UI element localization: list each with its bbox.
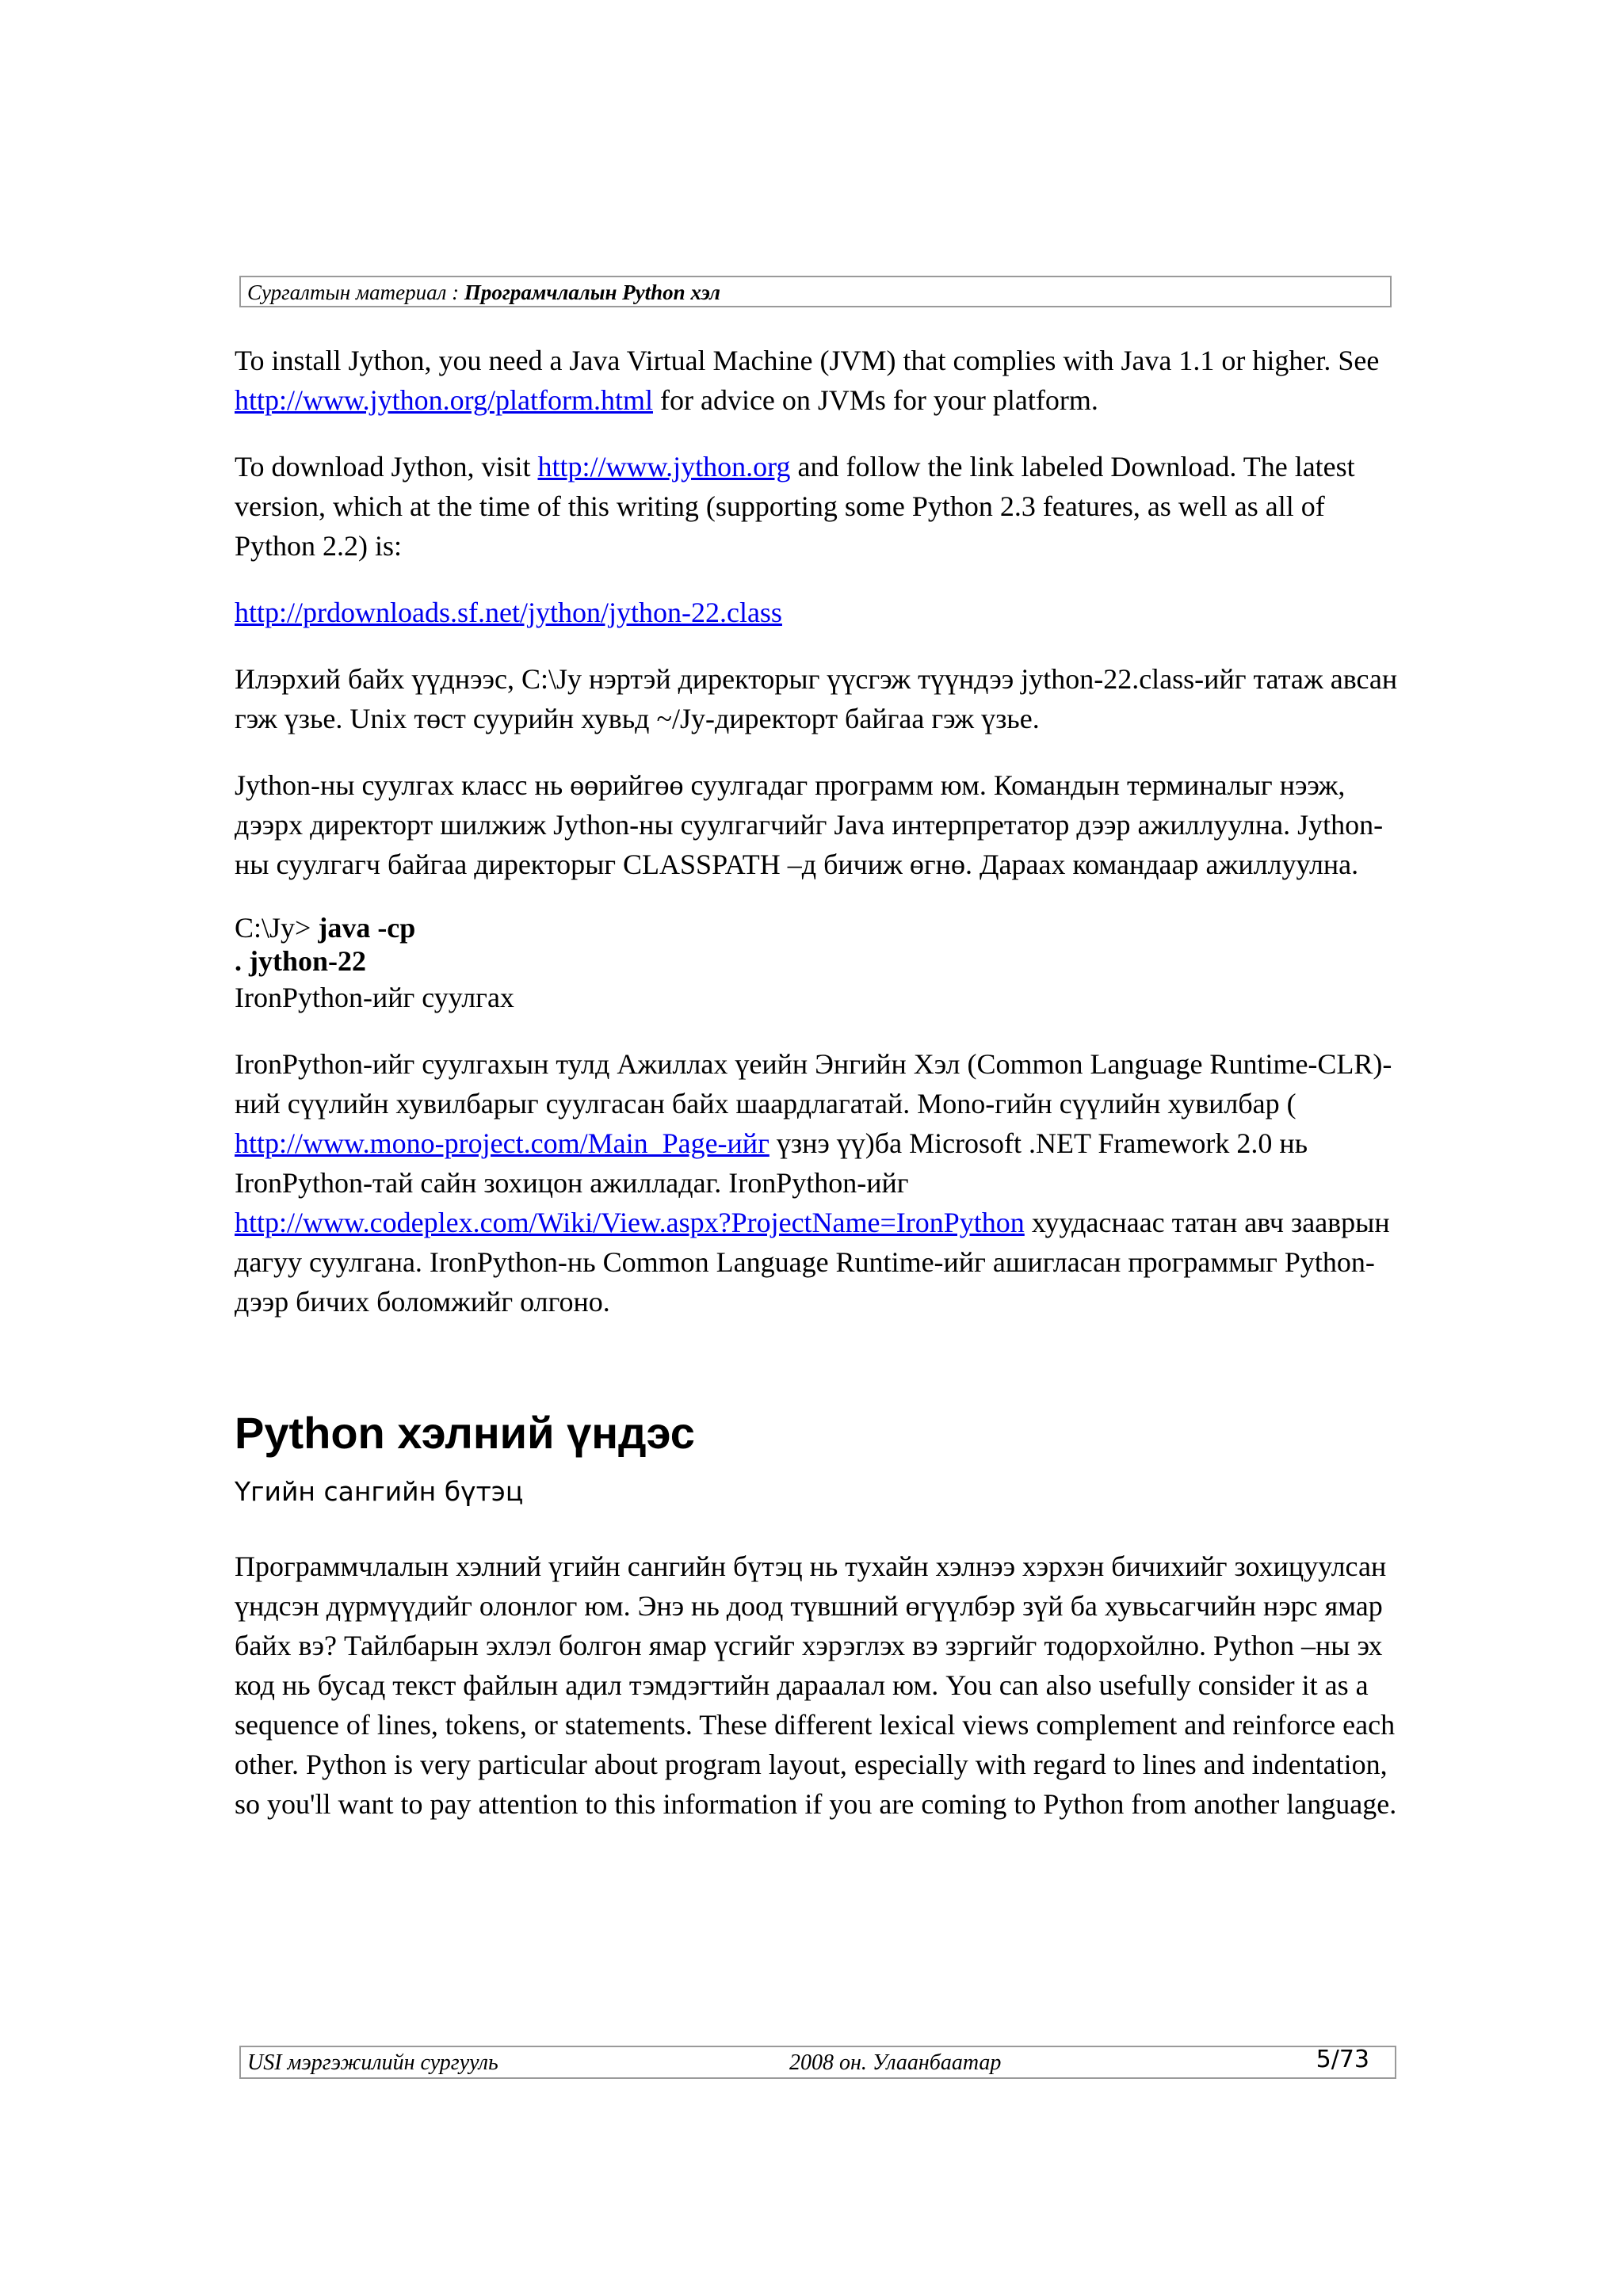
paragraph-jvm-text-2: for advice on JVMs for your platform.: [652, 384, 1098, 416]
paragraph-download-text-1: To download Jython, visit: [235, 451, 538, 482]
footer-school: USI мэргэжилийн сургууль: [247, 2050, 498, 2075]
paragraph-ironpython-text-2: үзнэ үү)ба Microsoft .NET Framework 2.0 нь IronPython-тай сайн зохицон ажилладаг. IronPython-ийг: [235, 1127, 1308, 1199]
paragraph-ironpython-text-3: хуудаснаас татан авч зааврын дагуу суулгана. IronPython-нь Common Language Runtime-ийг ашигласан программыг Python-дээр бичих боломжийг олгоно.: [235, 1207, 1390, 1318]
page-number: 5/73: [1316, 2046, 1369, 2073]
page-content: [235, 341, 1400, 1851]
code-command-1: java -cp: [318, 912, 416, 944]
section-title: Python хэлний үндэс: [235, 1408, 695, 1458]
codeplex-link[interactable]: http://www.codeplex.com/Wiki/View.aspx?ProjectName=IronPython: [235, 1207, 1025, 1238]
code-line-2: [235, 944, 1400, 978]
page-footer: [239, 2046, 1396, 2079]
code-block: [235, 911, 1400, 1017]
paragraph-ironpython: [235, 1044, 1400, 1322]
code-prompt: C:\Jy>: [235, 912, 319, 944]
mono-project-link[interactable]: http://www.mono-project.com/Main_Page-ийг: [235, 1127, 769, 1159]
paragraph-directory: Илэрхий байх үүднээс, C:\Jy нэртэй директорыг үүсгэж түүндээ jython-22.class-ийг татаж авсан гэж үзье. Unix төст суурийн хувьд ~/Jy-директорт байгаа гэж үзье.: [235, 663, 1398, 734]
paragraph-installer: Jython-ны суулгах класс нь өөрийгөө суулгадаг программ юм. Командын терминалыг нээж, дээрх директорт шилжиж Jython-ны суулгагчийг Java интерпретатор дээр ажиллуулна. Jython-ны суулгагч байгаа директорыг CLASSPATH –д бичиж өгнө. Дараах командаар ажиллуулна.: [235, 769, 1384, 880]
paragraph-download-text-2: and follow the link labeled Download. The latest version, which at the time of this writing (supporting some Python 2.3 features, as well as all of Python 2.2) is:: [235, 451, 1355, 562]
ironpython-install-heading: IronPython-ийг суулгах: [235, 982, 514, 1013]
header-title: Програмчлалын Python хэл: [464, 280, 720, 304]
code-line-1: [235, 911, 1400, 944]
paragraph-download-url: [235, 593, 1400, 632]
header-prefix: Сургалтын материал :: [247, 280, 464, 304]
paragraph-ironpython-text-1: IronPython-ийг суулгахын тулд Ажиллах үеийн Энгийн Хэл (Common Language Runtime-CLR)-ний сүүлийн хувилбарыг суулгасан байх шаардлагатай. Mono-гийн сүүлийн хувилбар (: [235, 1048, 1392, 1119]
page-header: [239, 276, 1392, 307]
paragraph-download: [235, 447, 1400, 566]
jython-platform-link[interactable]: http://www.jython.org/platform.html: [235, 384, 653, 416]
subsection-title: Үгийн сангийн бүтэц: [235, 1476, 524, 1507]
footer-date-place: 2008 он. Улаанбаатар: [789, 2050, 1002, 2075]
jython-class-link[interactable]: http://prdownloads.sf.net/jython/jython-22.class: [235, 597, 782, 628]
paragraph-lexical: Программчлалын хэлний үгийн сангийн бүтэц нь тухайн хэлнээ хэрхэн бичихийг зохицуулсан үндсэн дүрмүүдийг олонлог юм. Энэ нь доод түвшний өгүүлбэр зүй ба хувьсагчийн нэрс ямар байх вэ? Тайлбарын эхлэл болгон ямар үсгийг хэрэглэх вэ зэргийг тодорхойлно. Python –ны эх код нь бусад текст файлын адил тэмдэгтийн дараалал юм. You can also usefully consider it as a sequence of lines, tokens, or statements. These different lexical views complement and reinforce each other. Python is very particular about program layout, especially with regard to lines and indentation, so you'll want to pay attention to this information if you are coming to Python from another language.: [235, 1550, 1397, 1820]
paragraph-jvm: [235, 341, 1400, 420]
paragraph-jvm-text-1: To install Jython, you need a Java Virtual Machine (JVM) that complies with Java 1.1 or higher. See: [235, 345, 1380, 376]
jython-site-link[interactable]: http://www.jython.org: [537, 451, 791, 482]
code-command-2: . jython-22: [235, 945, 367, 977]
